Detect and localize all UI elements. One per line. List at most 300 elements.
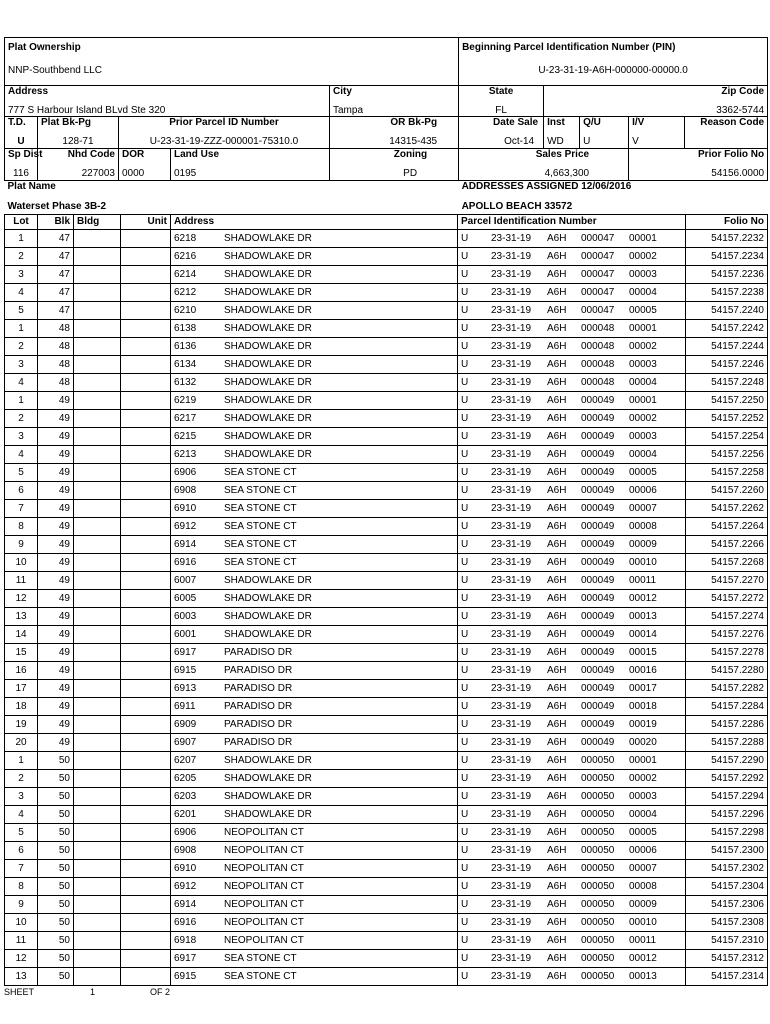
pin-type: U	[461, 556, 469, 568]
unit-cell	[121, 319, 171, 337]
pin-block: 000050	[581, 790, 615, 802]
blk-cell: 49	[38, 517, 74, 535]
blk-cell: 50	[38, 769, 74, 787]
lot-cell: 3	[5, 355, 38, 373]
house-number: 6203	[174, 790, 197, 802]
house-number: 6907	[174, 736, 197, 748]
pin-type: U	[461, 322, 469, 334]
unit-cell	[121, 733, 171, 751]
dor-cell	[119, 149, 171, 181]
table-row	[5, 967, 768, 985]
pin-lot: 00020	[629, 736, 657, 748]
bldg-cell	[74, 643, 121, 661]
table-row	[5, 481, 768, 499]
pin-cell	[459, 38, 768, 86]
zip-label: Zip Code	[721, 86, 765, 97]
address-cell	[171, 517, 458, 535]
lot-cell: 13	[5, 607, 38, 625]
bldg-cell	[74, 769, 121, 787]
pin-block: 000050	[581, 844, 615, 856]
pin-lot: 00012	[629, 592, 657, 604]
table-row	[5, 391, 768, 409]
address-cell	[171, 859, 458, 877]
inst-cell	[544, 117, 580, 149]
address-cell	[171, 589, 458, 607]
bldg-cell	[74, 319, 121, 337]
pin-type: U	[461, 952, 469, 964]
street-name: SHADOWLAKE DR	[224, 232, 312, 244]
pin-block: 000049	[581, 448, 615, 460]
folio-cell: 54157.2306	[686, 895, 768, 913]
table-row	[5, 751, 768, 769]
pin-lot: 00015	[629, 646, 657, 658]
prior-parcel-cell	[119, 117, 330, 149]
pin-block: 000050	[581, 754, 615, 766]
pin-type: U	[461, 916, 469, 928]
table-row	[5, 931, 768, 949]
unit-cell	[121, 391, 171, 409]
folio-cell: 54157.2240	[686, 301, 768, 319]
pin-area: A6H	[547, 754, 567, 766]
col-unit: Unit	[121, 214, 171, 229]
folio-cell: 54157.2234	[686, 247, 768, 265]
pin-type: U	[461, 268, 469, 280]
land-use-label: Land Use	[174, 149, 220, 160]
pin-cell	[458, 751, 686, 769]
address-cell	[171, 769, 458, 787]
address-cell	[171, 787, 458, 805]
pin-type: U	[461, 934, 469, 946]
bldg-cell	[74, 247, 121, 265]
pin-cell	[458, 499, 686, 517]
pin-lot: 00004	[629, 808, 657, 820]
pin-section: 23-31-19	[491, 736, 532, 748]
table-row	[5, 445, 768, 463]
house-number: 6207	[174, 754, 197, 766]
pin-block: 000050	[581, 880, 615, 892]
pin-block: 000047	[581, 250, 615, 262]
sales-price-value: 4,663,300	[544, 168, 590, 179]
table-row	[5, 787, 768, 805]
address-cell	[171, 697, 458, 715]
pin-cell	[458, 355, 686, 373]
unit-cell	[121, 715, 171, 733]
unit-cell	[121, 913, 171, 931]
blk-cell: 49	[38, 571, 74, 589]
pin-area: A6H	[547, 322, 567, 334]
lot-cell: 10	[5, 553, 38, 571]
table-row	[5, 877, 768, 895]
pin-type: U	[461, 232, 469, 244]
lot-cell: 6	[5, 841, 38, 859]
pin-area: A6H	[547, 610, 567, 622]
pin-cell	[458, 337, 686, 355]
bldg-cell	[74, 571, 121, 589]
bldg-cell	[74, 337, 121, 355]
house-number: 6915	[174, 664, 197, 676]
house-number: 6212	[174, 286, 197, 298]
unit-cell	[121, 661, 171, 679]
pin-cell	[458, 715, 686, 733]
lot-cell: 15	[5, 643, 38, 661]
bldg-cell	[74, 679, 121, 697]
blk-cell: 50	[38, 859, 74, 877]
lot-cell: 17	[5, 679, 38, 697]
unit-cell	[121, 229, 171, 247]
plat-bkpg-cell	[38, 117, 119, 149]
pin-cell	[458, 481, 686, 499]
blk-cell: 49	[38, 391, 74, 409]
nhd-label: Nhd Code	[67, 149, 115, 160]
plat-ownership-label: Plat Ownership	[8, 42, 81, 53]
lot-cell: 13	[5, 967, 38, 985]
folio-cell: 54157.2288	[686, 733, 768, 751]
blk-cell: 49	[38, 679, 74, 697]
unit-cell	[121, 553, 171, 571]
bldg-cell	[74, 787, 121, 805]
pin-lot: 00007	[629, 502, 657, 514]
zoning-cell	[330, 149, 459, 181]
pin-type: U	[461, 592, 469, 604]
bldg-cell	[74, 355, 121, 373]
pin-type: U	[461, 880, 469, 892]
house-number: 6136	[174, 340, 197, 352]
unit-cell	[121, 373, 171, 391]
pin-area: A6H	[547, 592, 567, 604]
pin-section: 23-31-19	[491, 286, 532, 298]
bldg-cell	[74, 481, 121, 499]
unit-cell	[121, 337, 171, 355]
unit-cell	[121, 697, 171, 715]
table-row	[5, 589, 768, 607]
bldg-cell	[74, 841, 121, 859]
lot-cell: 18	[5, 697, 38, 715]
house-number: 6210	[174, 304, 197, 316]
unit-cell	[121, 283, 171, 301]
pin-block: 000047	[581, 232, 615, 244]
bldg-cell	[74, 805, 121, 823]
pin-type: U	[461, 340, 469, 352]
unit-cell	[121, 589, 171, 607]
pin-block: 000050	[581, 772, 615, 784]
pin-lot: 00018	[629, 700, 657, 712]
pin-lot: 00003	[629, 358, 657, 370]
pin-block: 000049	[581, 664, 615, 676]
street-name: SHADOWLAKE DR	[224, 322, 312, 334]
sp-dist-cell	[5, 149, 43, 181]
pin-cell	[458, 589, 686, 607]
table-row	[5, 535, 768, 553]
street-name: SHADOWLAKE DR	[224, 790, 312, 802]
pin-area: A6H	[547, 304, 567, 316]
table-row	[5, 859, 768, 877]
pin-type: U	[461, 862, 469, 874]
pin-section: 23-31-19	[491, 376, 532, 388]
lot-cell: 8	[5, 517, 38, 535]
address-cell	[171, 553, 458, 571]
pin-cell	[458, 733, 686, 751]
address-cell	[171, 967, 458, 985]
folio-cell: 54157.2262	[686, 499, 768, 517]
pin-cell	[458, 625, 686, 643]
street-name: SHADOWLAKE DR	[224, 412, 312, 424]
lot-cell: 11	[5, 571, 38, 589]
pin-area: A6H	[547, 970, 567, 982]
sheet-of: OF 2	[150, 986, 171, 997]
pin-section: 23-31-19	[491, 934, 532, 946]
owner-city: Tampa	[333, 105, 364, 116]
pin-cell	[458, 319, 686, 337]
street-name: SHADOWLAKE DR	[224, 754, 312, 766]
house-number: 6217	[174, 412, 197, 424]
pin-area: A6H	[547, 520, 567, 532]
house-number: 6001	[174, 628, 197, 640]
lot-cell: 2	[5, 769, 38, 787]
td-value: U	[17, 136, 25, 147]
pin-type: U	[461, 664, 469, 676]
pin-cell	[458, 643, 686, 661]
pin-lot: 00005	[629, 304, 657, 316]
house-number: 6216	[174, 250, 197, 262]
unit-cell	[121, 931, 171, 949]
pin-lot: 00004	[629, 376, 657, 388]
prior-parcel-label: Prior Parcel ID Number	[169, 117, 279, 128]
pin-cell	[458, 283, 686, 301]
pin-lot: 00003	[629, 430, 657, 442]
folio-cell: 54157.2236	[686, 265, 768, 283]
address-cell	[171, 877, 458, 895]
house-number: 6912	[174, 880, 197, 892]
bldg-cell	[74, 733, 121, 751]
street-name: SHADOWLAKE DR	[224, 268, 312, 280]
lot-cell: 4	[5, 805, 38, 823]
pin-type: U	[461, 430, 469, 442]
unit-cell	[121, 787, 171, 805]
blk-cell: 47	[38, 301, 74, 319]
address-cell	[171, 283, 458, 301]
house-number: 6134	[174, 358, 197, 370]
address-cell	[171, 373, 458, 391]
pin-cell	[458, 427, 686, 445]
pin-cell	[458, 967, 686, 985]
table-row	[5, 895, 768, 913]
reason-label: Reason Code	[700, 117, 765, 128]
pin-section: 23-31-19	[491, 340, 532, 352]
pin-area: A6H	[547, 340, 567, 352]
house-number: 6132	[174, 376, 197, 388]
pin-section: 23-31-19	[491, 700, 532, 712]
bldg-cell	[74, 967, 121, 985]
table-row	[5, 499, 768, 517]
folio-cell: 54157.2290	[686, 751, 768, 769]
table-row	[5, 463, 768, 481]
table-row	[5, 265, 768, 283]
house-number: 6913	[174, 682, 197, 694]
table-row	[5, 229, 768, 247]
table-row	[5, 337, 768, 355]
col-address: Address	[171, 214, 458, 229]
table-row	[5, 697, 768, 715]
pin-section: 23-31-19	[491, 322, 532, 334]
pin-block: 000048	[581, 358, 615, 370]
pin-lot: 00001	[629, 394, 657, 406]
pin-lot: 00016	[629, 664, 657, 676]
pin-cell	[458, 247, 686, 265]
lot-cell: 16	[5, 661, 38, 679]
pin-lot: 00011	[629, 574, 657, 586]
bldg-cell	[74, 715, 121, 733]
table-row	[5, 823, 768, 841]
pin-area: A6H	[547, 646, 567, 658]
bldg-cell	[74, 391, 121, 409]
pin-area: A6H	[547, 268, 567, 280]
unit-cell	[121, 625, 171, 643]
pin-section: 23-31-19	[491, 592, 532, 604]
folio-cell: 54157.2278	[686, 643, 768, 661]
pin-area: A6H	[547, 772, 567, 784]
pin-section: 23-31-19	[491, 754, 532, 766]
table-row	[5, 247, 768, 265]
pin-section: 23-31-19	[491, 898, 532, 910]
pin-lot: 00008	[629, 880, 657, 892]
pin-section: 23-31-19	[491, 952, 532, 964]
pin-block: 000050	[581, 862, 615, 874]
street-name: SHADOWLAKE DR	[224, 772, 312, 784]
pin-lot: 00009	[629, 898, 657, 910]
pin-block: 000049	[581, 682, 615, 694]
td-label: T.D.	[8, 117, 26, 128]
house-number: 6906	[174, 466, 197, 478]
pin-cell	[458, 553, 686, 571]
bldg-cell	[74, 751, 121, 769]
blk-cell: 50	[38, 751, 74, 769]
table-row	[5, 679, 768, 697]
folio-cell: 54157.2310	[686, 931, 768, 949]
pin-section: 23-31-19	[491, 628, 532, 640]
house-number: 6005	[174, 592, 197, 604]
address-cell	[171, 715, 458, 733]
house-number: 6201	[174, 808, 197, 820]
house-number: 6917	[174, 952, 197, 964]
qu-cell	[580, 117, 629, 149]
house-number: 6914	[174, 898, 197, 910]
pin-area: A6H	[547, 628, 567, 640]
addresses-assigned-cell	[459, 181, 768, 214]
pin-lot: 00017	[629, 682, 657, 694]
address-cell	[171, 679, 458, 697]
pin-block: 000049	[581, 646, 615, 658]
folio-cell: 54157.2244	[686, 337, 768, 355]
table-row	[5, 409, 768, 427]
folio-cell: 54157.2256	[686, 445, 768, 463]
pin-cell	[458, 895, 686, 913]
reason-cell	[685, 117, 768, 149]
blk-cell: 50	[38, 931, 74, 949]
house-number: 6916	[174, 556, 197, 568]
street-name: NEOPOLITAN CT	[224, 826, 304, 838]
unit-cell	[121, 481, 171, 499]
address-cell	[171, 895, 458, 913]
blk-cell: 50	[38, 823, 74, 841]
plat-name-label: Plat Name	[7, 181, 56, 192]
col-pin: Parcel Identification Number	[458, 214, 686, 229]
iv-cell	[629, 117, 685, 149]
pin-cell	[458, 841, 686, 859]
pin-section: 23-31-19	[491, 970, 532, 982]
street-name: PARADISO DR	[224, 682, 293, 694]
pin-lot: 00010	[629, 556, 657, 568]
dor-value: 0000	[122, 168, 145, 179]
pin-section: 23-31-19	[491, 808, 532, 820]
column-header-row	[5, 214, 768, 229]
house-number: 6205	[174, 772, 197, 784]
lot-cell: 1	[5, 391, 38, 409]
pin-type: U	[461, 394, 469, 406]
address-cell	[171, 265, 458, 283]
folio-cell: 54157.2232	[686, 229, 768, 247]
sales-price-cell	[459, 149, 629, 181]
unit-cell	[121, 949, 171, 967]
pin-block: 000048	[581, 322, 615, 334]
pin-lot: 00002	[629, 340, 657, 352]
or-bkpg-label: OR Bk-Pg	[390, 117, 438, 128]
table-row	[5, 715, 768, 733]
house-number: 6003	[174, 610, 197, 622]
blk-cell: 49	[38, 481, 74, 499]
pin-block: 000049	[581, 700, 615, 712]
parcel-rows	[5, 229, 768, 985]
unit-cell	[121, 751, 171, 769]
address-cell	[171, 823, 458, 841]
nhd-cell	[38, 149, 119, 181]
pin-lot: 00002	[629, 412, 657, 424]
sheet-footer	[4, 986, 767, 998]
table-row	[5, 661, 768, 679]
unit-cell	[121, 463, 171, 481]
pin-type: U	[461, 898, 469, 910]
pin-lot: 00003	[629, 268, 657, 280]
pin-section: 23-31-19	[491, 448, 532, 460]
house-number: 6213	[174, 448, 197, 460]
pin-cell	[458, 697, 686, 715]
pin-lot: 00002	[629, 772, 657, 784]
bldg-cell	[74, 877, 121, 895]
lot-cell: 12	[5, 589, 38, 607]
street-name: SEA STONE CT	[224, 466, 297, 478]
bldg-cell	[74, 697, 121, 715]
street-name: SEA STONE CT	[224, 556, 297, 568]
street-name: SHADOWLAKE DR	[224, 628, 312, 640]
pin-section: 23-31-19	[491, 304, 532, 316]
blk-cell: 49	[38, 589, 74, 607]
pin-type: U	[461, 826, 469, 838]
blk-cell: 49	[38, 661, 74, 679]
blk-cell: 48	[38, 355, 74, 373]
house-number: 6219	[174, 394, 197, 406]
pin-lot: 00002	[629, 250, 657, 262]
street-name: PARADISO DR	[224, 646, 293, 658]
unit-cell	[121, 841, 171, 859]
house-number: 6914	[174, 538, 197, 550]
iv-label: I/V	[632, 117, 645, 128]
pin-area: A6H	[547, 880, 567, 892]
blk-cell: 49	[38, 643, 74, 661]
pin-block: 000050	[581, 952, 615, 964]
land-use-value: 0195	[174, 168, 197, 179]
pin-section: 23-31-19	[491, 502, 532, 514]
blk-cell: 49	[38, 445, 74, 463]
folio-cell: 54157.2298	[686, 823, 768, 841]
